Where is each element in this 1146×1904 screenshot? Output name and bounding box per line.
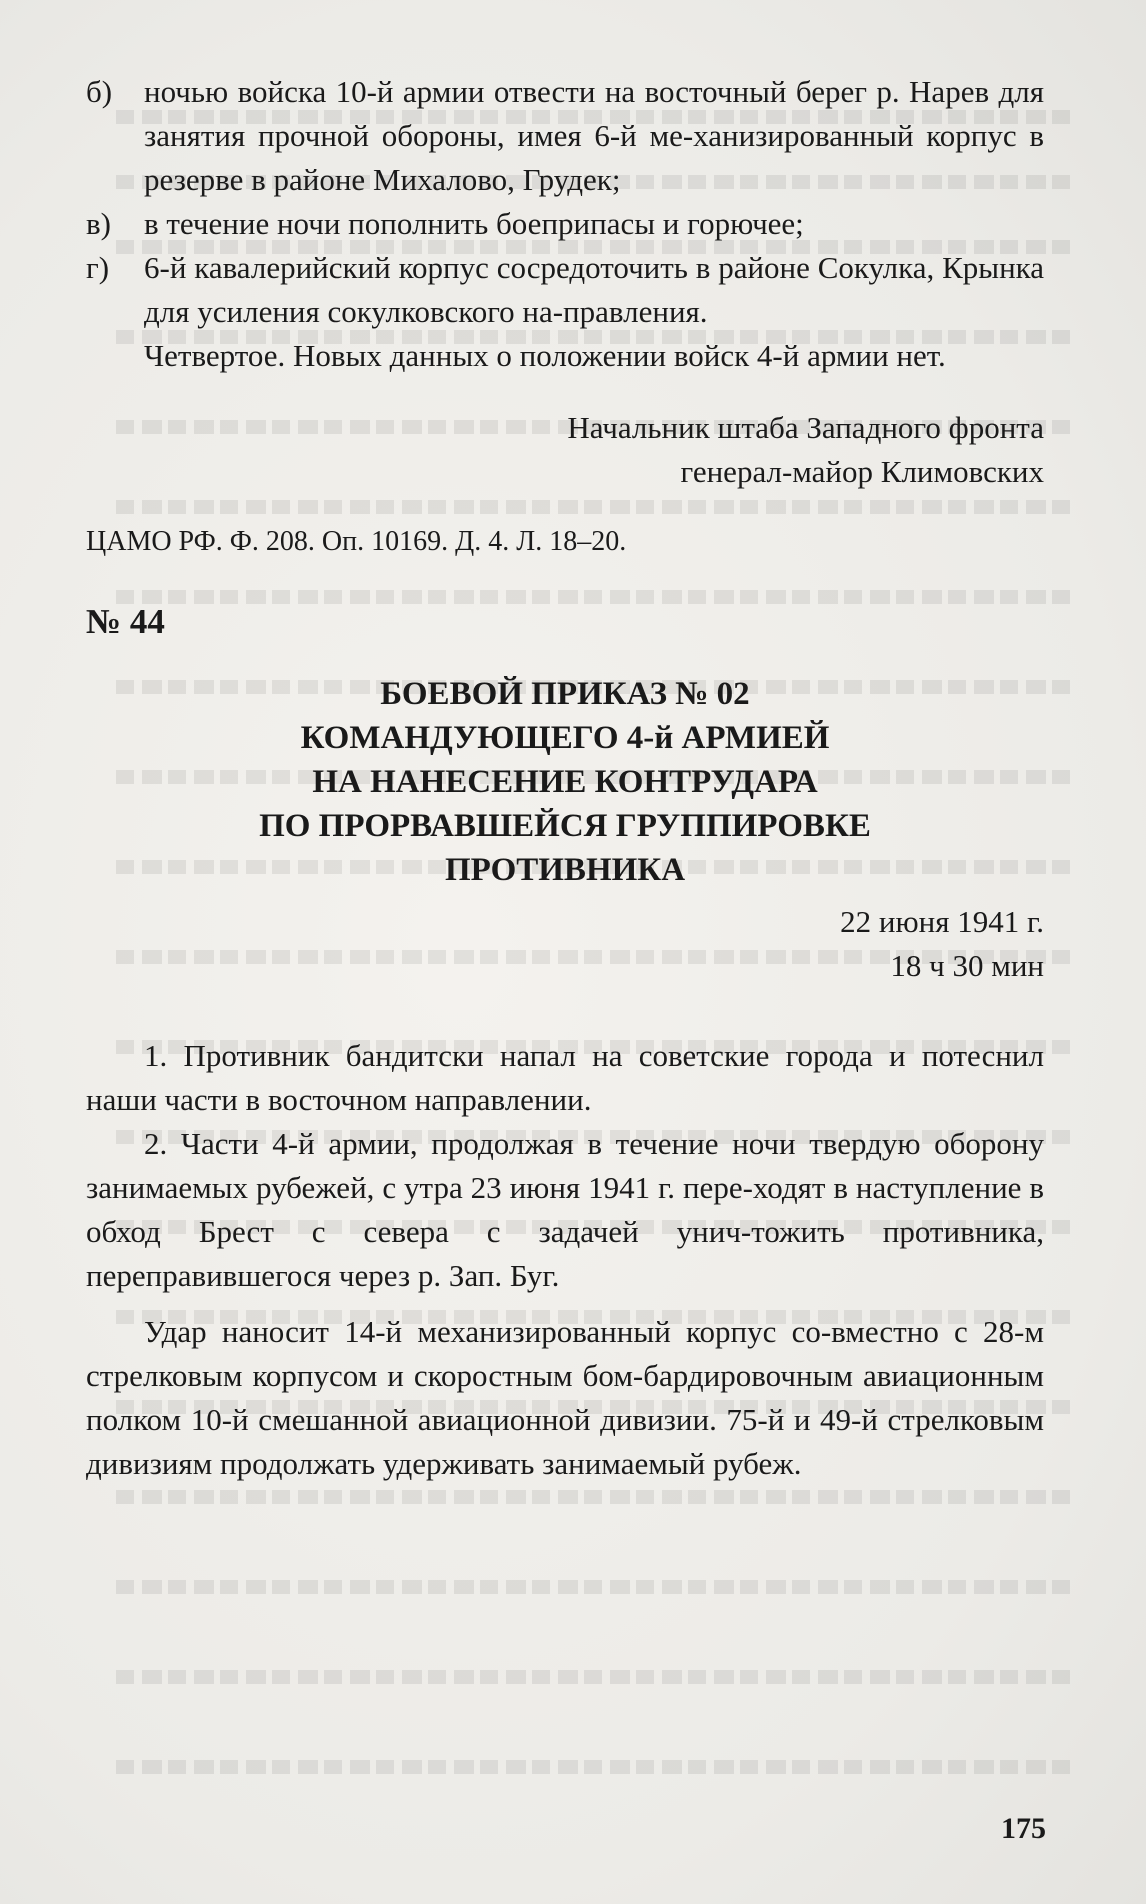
signature-title: Начальник штаба Западного фронта xyxy=(567,410,1044,445)
title-line: БОЕВОЙ ПРИКАЗ № 02 xyxy=(380,676,750,712)
list-marker: б) xyxy=(86,74,113,109)
date-line: 22 июня 1941 г. xyxy=(840,904,1044,939)
list-text: в течение ночи пополнить боеприпасы и горючее; xyxy=(144,206,804,241)
time-line: 18 ч 30 мин xyxy=(890,948,1044,983)
list-text xyxy=(144,246,1044,334)
order-body xyxy=(86,1034,1044,1486)
archive-source: ЦАМО РФ. Ф. 208. Оп. 10169. Д. 4. Л. 18–20. xyxy=(86,526,627,557)
list-text xyxy=(144,70,1044,202)
paragraph-2: 2. Части 4-й армии, продолжая в течение ночи твердую оборону занимаемых рубежей, с утра 23 июня 1941 г. пере-ходят в наступление в обход Брест с севера с задачей унич-тожить противника, переправившегося через р. Зап. Буг. xyxy=(86,1126,1044,1293)
signature-name: генерал-майор Климовских xyxy=(680,454,1044,489)
signature-block xyxy=(86,406,1044,494)
title-line: НА НАНЕСЕНИЕ КОНТРУДАРА xyxy=(312,764,818,800)
list-text-continued: Сокулка, Крынка для усиления сокулковского на-правления. xyxy=(144,250,1045,329)
list-marker: г) xyxy=(86,250,110,285)
page-text xyxy=(86,70,1044,1486)
list-text-line: 6-й кавалерийский корпус сосредоточить в районе xyxy=(144,250,810,285)
title-line: ПРОТИВНИКА xyxy=(444,852,686,888)
document-title xyxy=(86,672,1044,892)
list-item-b xyxy=(86,70,1044,202)
list-item-g xyxy=(86,246,1044,334)
title-line: КОМАНДУЮЩЕГО 4-й АРМИЕЙ xyxy=(300,720,830,756)
title-line: ПО ПРОРВАВШЕЙСЯ ГРУППИРОВКЕ xyxy=(259,808,871,844)
list-item-v xyxy=(86,202,1044,246)
document-date xyxy=(86,900,1044,988)
paragraph-fourth: Четвертое. Новых данных о положении войск 4-й армии нет. xyxy=(144,338,946,373)
list-text-line: ночью войска 10-й армии отвести на восточный берег xyxy=(144,74,867,109)
paragraph-3: Удар наносит 14-й механизированный корпус со-вместно с 28-м стрелковым корпусом и скоростным бом-бардировочным авиационным полком 10-й смешанной авиационной дивизии. 75-й и 49-й стрелковым дивизиям продолжать удерживать занимаемый рубеж. xyxy=(86,1314,1044,1481)
document-number: № 44 xyxy=(86,602,165,641)
page-number: 175 xyxy=(1001,1812,1046,1845)
list-marker: в) xyxy=(86,206,111,241)
paragraph-1: 1. Противник бандитски напал на советские города и потеснил наши части в восточном направлении. xyxy=(86,1038,1044,1117)
list-text-continued: р. Нарев для занятия прочной обороны, имея 6-й ме-ханизированный корпус в резерве в районе Михалово, Грудек; xyxy=(144,74,1044,197)
